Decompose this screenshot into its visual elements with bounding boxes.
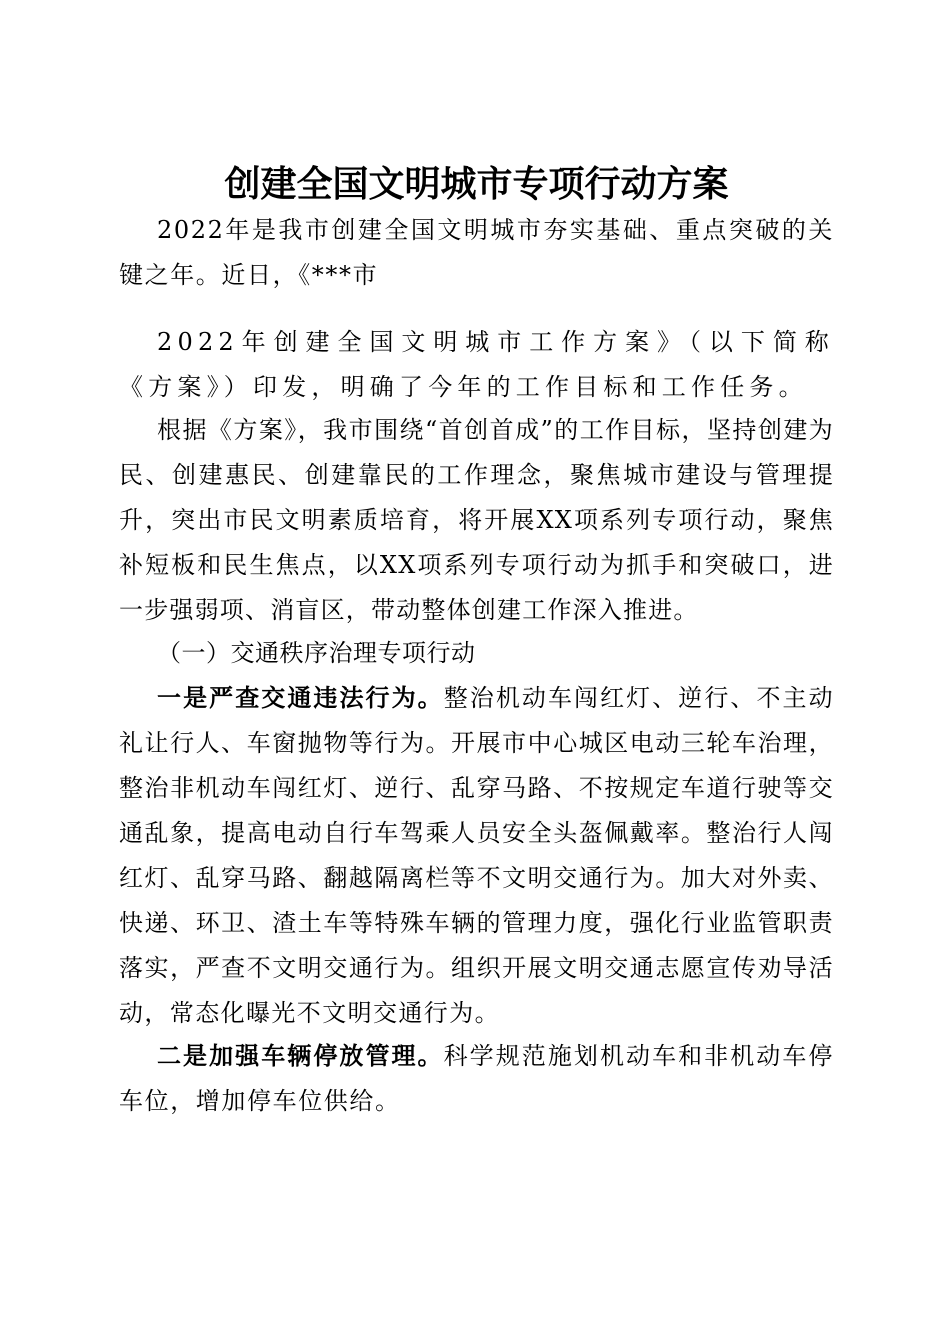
section-item-1 — [119, 676, 834, 1036]
section-item-2-body: 科学规范施划机动车和非机动车停车位，增加停车位供给。 — [119, 1042, 835, 1115]
document-page — [119, 0, 834, 1344]
section-item-2 — [119, 1034, 834, 1124]
section-heading: （一）交通秩序治理专项行动 — [157, 639, 476, 667]
section-item-1-body: 整治机动车闯红灯、逆行、不主动礼让行人、车窗抛物等行为。开展市中心城区电动三轮车治理，整治非机动车闯红灯、逆行、乱穿马路、不按规定车道行驶等交通乱象，提高电动自行车驾乘人员安全头盔佩戴率。整治行人闯红灯、乱穿马路、翻越隔离栏等不文明交通行为。加大对外卖、快递、环卫、渣土车等特殊车辆的管理力度，强化行业监管职责落实，严查不文明交通行为。组织开展文明交通志愿宣传劝导活动，常态化曝光不文明交通行为。 — [119, 684, 834, 1027]
intro-paragraph-3: 根据《方案》，我市围绕“首创首成”的工作目标，坚持创建为民、创建惠民、创建靠民的工作理念，聚焦城市建设与管理提升，突出市民文明素质培育，将开展XX项系列专项行动，聚焦补短板和民生焦点，以XX项系列专项行动为抓手和突破口，进一步强弱项、消盲区，带动整体创建工作深入推进。 — [119, 416, 834, 624]
document-title: 创建全国文明城市专项行动方案 — [224, 163, 729, 206]
section-item-1-lead: 一是严查交通违法行为。 — [157, 684, 444, 712]
intro-paragraph-1: 2022年是我市创建全国文明城市夯实基础、重点突破的关键之年。近日，《***市 — [119, 216, 834, 289]
section-item-2-lead: 二是加强车辆停放管理。 — [157, 1042, 444, 1070]
intro-paragraph-2: 2022年创建全国文明城市工作方案》（以下简称《方案》）印发，明确了今年的工作目标和工作任务。 — [119, 328, 834, 401]
